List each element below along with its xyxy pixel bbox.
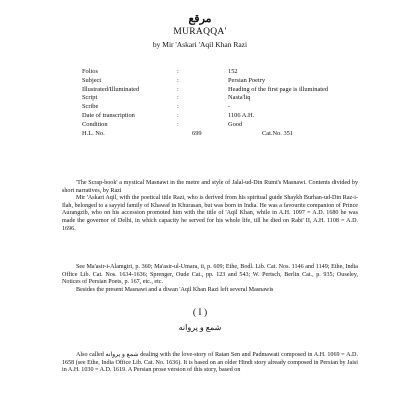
meta-colon: : [177,76,179,84]
meta-label: Scribe [82,103,99,111]
paragraph-text: Mir 'Askari Aqil, with the poetical title Razi, who is derived from his spiritual guide Shaykh Burhan-ud-Din Raz-i-Ilah, belonged to a sayyid family of Khawaf in Khurasan, but was born in India. He was a favourite companion of Prince Aurangzib, who on his accession promoted him with the title of 'Aqil Khan, while in A.H. 1097 = A.D. 1680 he was made the governor of Delhi, in which capacity he served for his whole life, till he died on Rabi' II, A.H. 1108 = A.D. 1696. [62,195,358,232]
paragraph-text: See Ma'asir-i-Alamgiri, p. 360; Ma'asir-ul-Umara, ii, p. 609; Ethe, Bodl. Lib. Cat. Nos. 1146 and 1149; Ethe, India Office Lib. Cat. Nos. 1634-1636; Sprenger, Oude Cat., pp. 123 and 543; W. Pertsch, Berlin Cat., p. 935; Ouseley, Notices of Persian Poets, p. 167, etc., etc. [62,264,358,286]
meta-row-hl-number [82,130,382,139]
meta-colon: : [177,103,179,111]
author-line: by Mir 'Askari 'Aqil Khan Razi [152,40,248,49]
hl-number: 699 [192,129,202,137]
meta-colon: : [177,68,179,75]
meta-colon: : [177,85,179,93]
meta-colon: : [177,111,179,119]
meta-row-script [82,94,382,103]
meta-colon: : [177,120,179,128]
catalogue-number: Cat.No. 351 [262,129,294,137]
meta-value: - [228,103,231,111]
meta-value: Good [228,120,243,128]
page-title: MURAQQA' [173,27,227,37]
meta-value: Persian Poetry [228,76,266,84]
meta-colon: : [177,94,179,102]
arabic-title: مرقع [188,13,212,25]
meta-row-condition [82,121,382,130]
meta-label: Subject [82,76,102,84]
meta-value: Nasta'liq [228,94,251,102]
meta-label: H.L. No. [82,129,105,137]
meta-row-folios [82,68,382,77]
paragraph-text: 'The Scrap-book' a mystical Masnawi in the metre and style of Jalal-ud-Din Rumi's Masnawi. Contents divided by short narratives, by Razi [62,180,358,194]
section-arabic-title: شمع و پروانه [178,323,222,332]
paragraph-references [62,264,358,294]
meta-row-illuminated [82,86,382,95]
meta-value: 1106 A.H. [228,111,255,119]
meta-row-scribe [82,103,382,112]
meta-label: Folios [82,68,98,75]
meta-label: Condition [82,120,108,128]
meta-row-date [82,112,382,121]
meta-value: Heading of the first page is illuminated [228,85,329,93]
meta-value: 152 [228,68,238,75]
metadata-table [82,68,382,138]
paragraph-text: Also called شمع و پروانه dealing with the love-story of Ratan Sen and Padmawati composed in A.H. 1069 = A.D. 1658 (see Ethe, India Office Lib. Cat. No. 1636). It is based on an older Hindi story already composed in Persian by Jaisi in A.H. 1030 = A.D. 1619. A Persian prose version of this story, based on [62,352,358,374]
meta-label: Script [82,94,98,102]
meta-row-subject [82,77,382,86]
section-number: ( I ) [192,308,208,318]
paragraph-description [62,180,358,233]
paragraph-section-one [62,352,358,375]
meta-label: Date of transcription [82,111,135,119]
paragraph-text: Besides the present Masnawi and a diwan 'Aqil Khan Razi left several Masnawis [76,286,274,293]
meta-label: Illustrated/Illuminated [82,85,140,93]
